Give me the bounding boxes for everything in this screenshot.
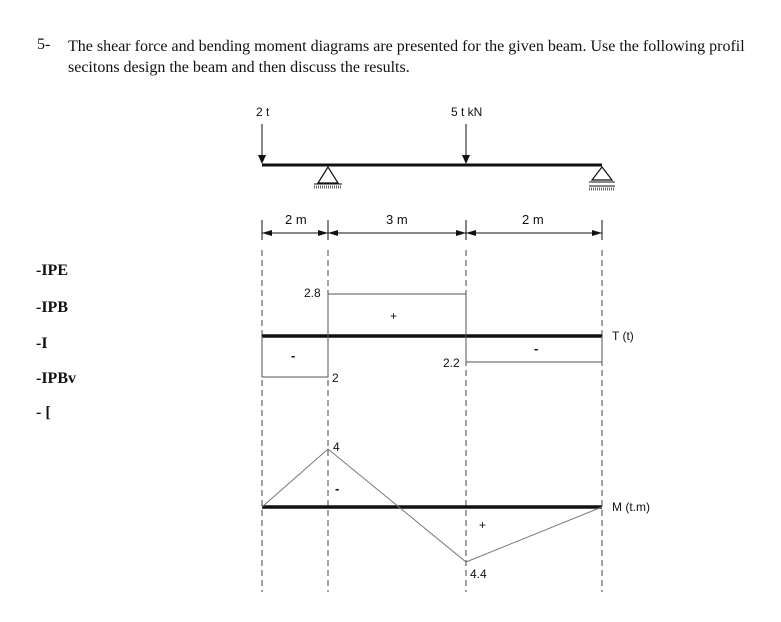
roller-support-icon — [589, 167, 615, 189]
load-label-left: 2 t — [256, 105, 270, 119]
dimension-line — [262, 220, 602, 240]
moment-sign: + — [479, 518, 487, 532]
moment-value: 4.4 — [470, 567, 487, 581]
profile-item: -IPBv — [36, 370, 76, 387]
shear-sign: + — [390, 309, 398, 323]
reference-lines — [262, 250, 602, 592]
shear-axis-label: T (t) — [612, 329, 634, 343]
question-text: The shear force and bending moment diagrams are presented for the given beam. Use the following profil secitons design the beam and then discuss the results. — [68, 38, 745, 76]
load-arrow-left — [258, 124, 266, 164]
shear-sign: - — [291, 348, 296, 363]
shear-value: 2.2 — [443, 356, 460, 370]
moment-sign: - — [335, 481, 340, 496]
load-label-middle: 5 t kN — [451, 105, 483, 119]
pin-support-icon — [314, 167, 342, 187]
shear-sign: - — [534, 341, 539, 356]
profile-item: - [ — [36, 404, 51, 421]
moment-value: 4 — [333, 440, 340, 454]
profile-item: -IPB — [36, 299, 68, 316]
load-arrow-middle — [462, 124, 470, 164]
shear-value: 2.8 — [304, 286, 321, 300]
shear-diagram — [262, 286, 634, 385]
profile-item: -I — [36, 335, 48, 352]
moment-axis-label: M (t.m) — [612, 500, 650, 514]
span-label: 3 m — [386, 212, 408, 227]
profile-item: -IPE — [36, 262, 68, 279]
question-number: 5- — [37, 36, 51, 53]
span-label: 2 m — [285, 212, 307, 227]
shear-value: 2 — [332, 371, 339, 385]
span-label: 2 m — [522, 212, 544, 227]
moment-diagram — [262, 440, 650, 581]
